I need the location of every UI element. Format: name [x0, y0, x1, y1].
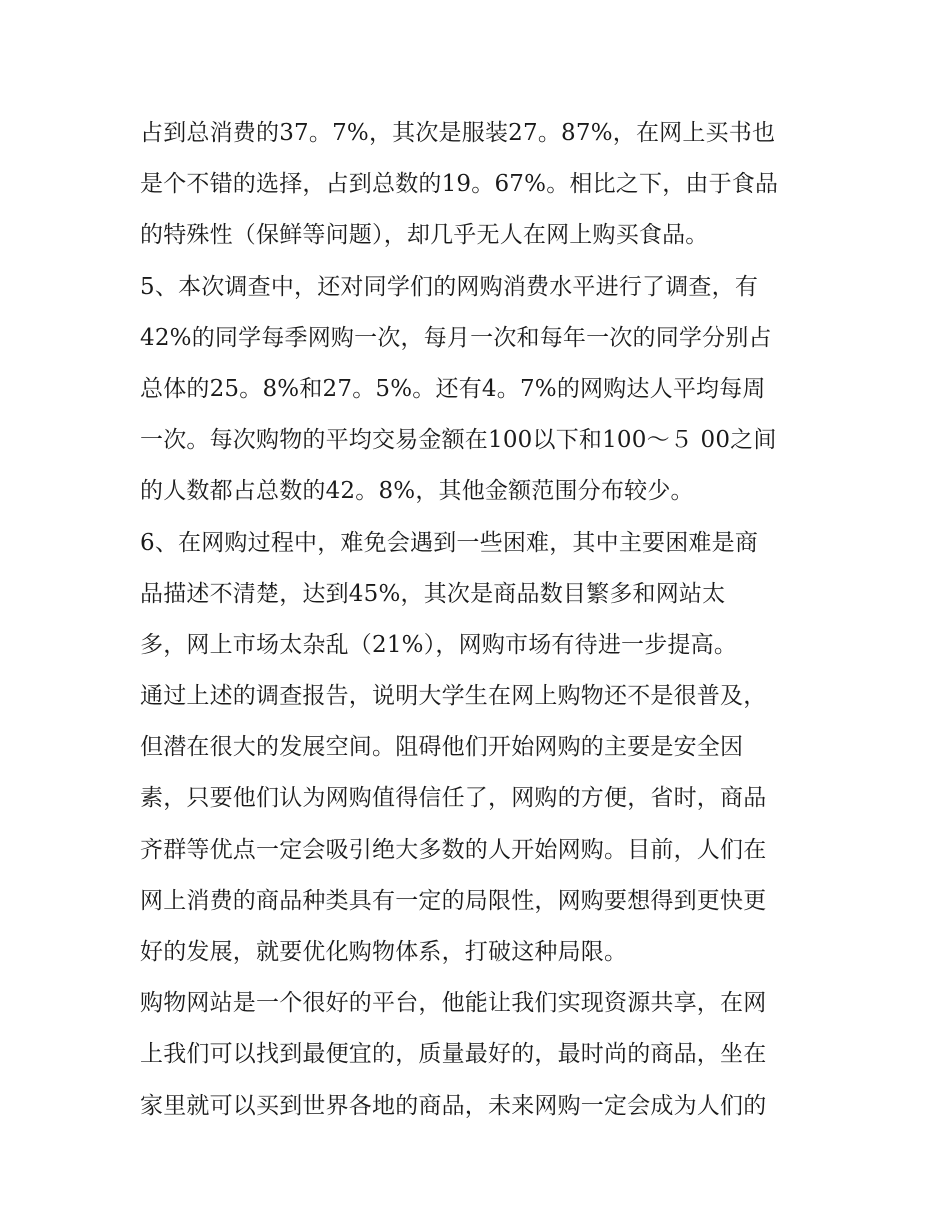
text-line: 的人数都占总数的42。8%，其他金额范围分布较少。 [140, 478, 694, 505]
text-line: 购物网站是一个很好的平台，他能让我们实现资源共享，在网 [140, 990, 767, 1017]
text-line: 品描述不清楚，达到45%，其次是商品数目繁多和网站太 [140, 580, 726, 607]
text-line: 是个不错的选择，占到总数的19。67%。相比之下，由于食品 [140, 171, 779, 198]
text-line: 一次。每次购物的平均交易金额在100以下和100～５ 00之间 [140, 427, 777, 454]
text-line: 上我们可以找到最便宜的，质量最好的，最时尚的商品，坐在 [140, 1041, 767, 1068]
text-line: 多，网上市场太杂乱（21%），网购市场有待进一步提高。 [140, 631, 738, 658]
body-text [140, 108, 840, 1132]
text-line: 总体的25。8%和27。5%。还有4。7%的网购达人平均每周 [140, 375, 766, 402]
text-line: 通过上述的调查报告，说明大学生在网上购物还不是很普及， [140, 683, 767, 710]
text-line: 的特殊性（保鲜等问题），却几乎无人在网上购买食品。 [140, 222, 709, 249]
text-line: 好的发展，就要优化购物体系，打破这种局限。 [140, 939, 628, 965]
text-line: 占到总消费的37。7%，其次是服装27。87%，在网上买书也 [140, 120, 776, 146]
text-line: 家里就可以买到世界各地的商品，未来网购一定会成为人们的 [140, 1092, 767, 1119]
text-line: 5、本次调查中，还对同学们的网购消费水平进行了调查，有 [140, 273, 759, 300]
text-line: 齐群等优点一定会吸引绝大多数的人开始网购。目前，人们在 [140, 836, 767, 863]
text-line: 6、在网购过程中，难免会遇到一些困难，其中主要困难是商 [140, 529, 759, 556]
text-line: 但潜在很大的发展空间。阻碍他们开始网购的主要是安全因 [140, 734, 744, 761]
text-line: 素，只要他们认为网购值得信任了，网购的方便，省时，商品 [140, 785, 767, 812]
text-line: 42%的同学每季网购一次，每月一次和每年一次的同学分别占 [140, 324, 772, 351]
text-line: 网上消费的商品种类具有一定的局限性，网购要想得到更快更 [140, 887, 767, 914]
